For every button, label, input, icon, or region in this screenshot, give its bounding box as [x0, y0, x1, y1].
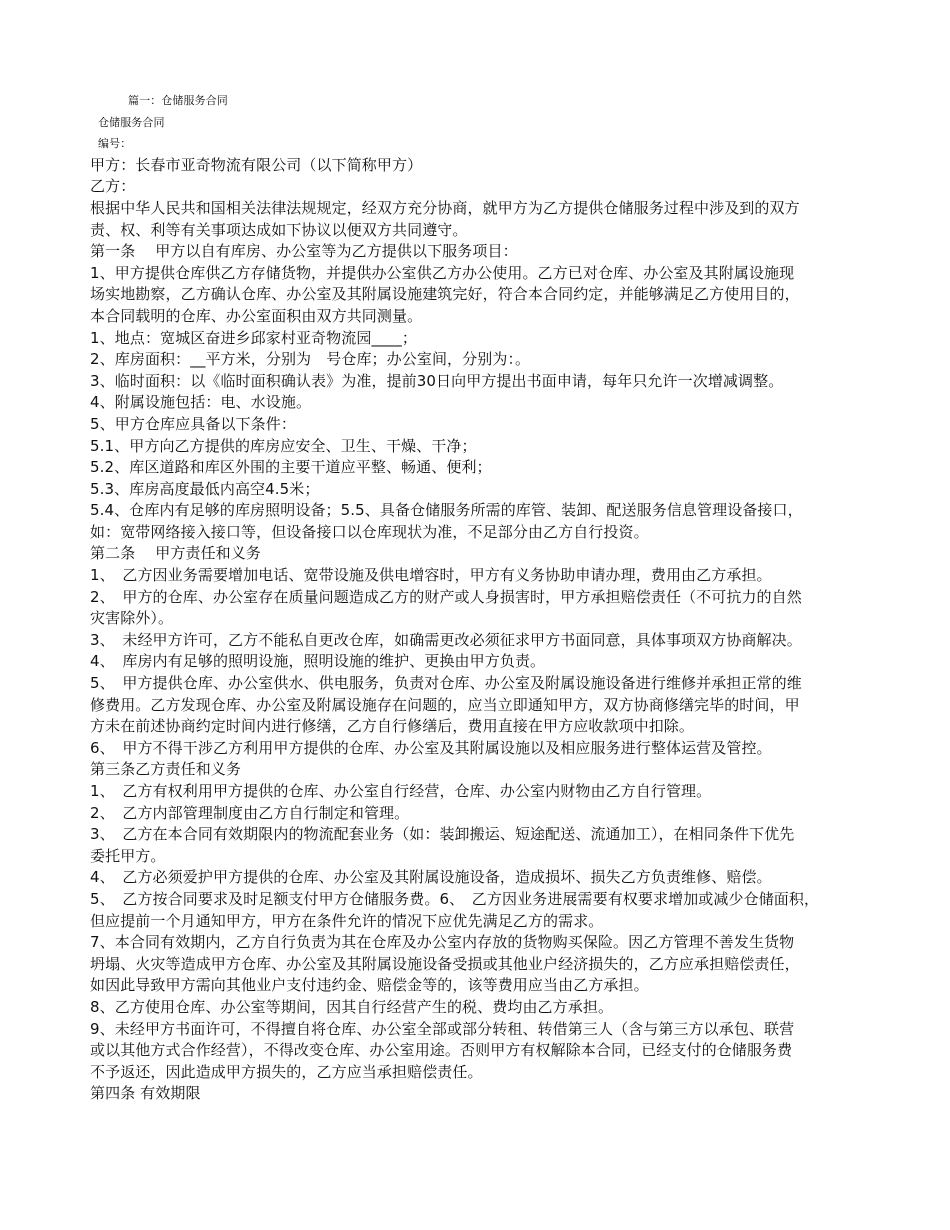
- text-line: 乙方：: [90, 177, 136, 196]
- text-line: 9、未经甲方书面许可，不得擅自将仓库、办公室全部或部分转租、转借第三人（含与第三方以承包、联营: [90, 1019, 795, 1038]
- text-line: 4、 乙方必须爱护甲方提供的仓库、办公室及其附属设施设备，造成损坏、损失乙方负责维修、赔偿。: [90, 868, 772, 887]
- text-line: 方未在前述协商约定时间内进行修缮，乙方自行修缮后，费用直接在甲方应收款项中扣除。: [90, 717, 695, 736]
- text-line: 委托甲方。: [90, 846, 166, 865]
- text-line: 2、 乙方内部管理制度由乙方自行制定和管理。: [90, 803, 410, 822]
- text-line: 第四条 有效期限: [90, 1084, 201, 1103]
- text-line: 5.2、库区道路和库区外围的主要干道应平整、畅通、便利；: [90, 458, 492, 477]
- text-line: 5.4、仓库内有足够的库房照明设备；5.5、具备仓储服务所需的库管、装卸、配送服务信息管理设备接口，: [90, 501, 803, 520]
- text-line: 灾害除外）。: [90, 609, 174, 628]
- text-line: 如：宽带网络接入接口等，但设备接口以仓库现状为准，不足部分由乙方自行投资。: [90, 522, 649, 541]
- text-line: 5.1、甲方向乙方提供的库房应安全、卫生、干燥、干净；: [90, 436, 477, 455]
- text-line: 第三条乙方责任和义务: [90, 760, 242, 779]
- text-line: 5、甲方仓库应具备以下条件：: [90, 414, 296, 433]
- contract-number-label: 编号：: [98, 137, 132, 151]
- contract-body: [90, 155, 870, 1105]
- text-line: 1、 乙方有权利用甲方提供的仓库、办公室自行经营，仓库、办公室内财物由乙方自行管理。: [90, 782, 712, 800]
- text-line: 7、本合同有效期内，乙方自行负责为其在仓库及办公室内存放的货物购买保险。因乙方管理不善发生货物: [90, 933, 795, 952]
- text-line: 或以其他方式合作经营），不得改变仓库、办公室用途。否则甲方有权解除本合同，已经支付的仓储服务费: [90, 1041, 793, 1060]
- text-line: 第一条 甲方以自有库房、办公室等为乙方提供以下服务项目：: [90, 242, 518, 261]
- text-line: 坍塌、火灾等造成甲方仓库、办公室及其附属设施设备受损或其他业户经济损失的，乙方应承担赔偿责任，: [90, 954, 800, 973]
- document-subheading: 仓储服务合同: [98, 115, 165, 129]
- contract-document: [90, 90, 870, 1105]
- text-line: 1、 乙方因业务需要增加电话、宽带设施及供电增容时，甲方有义务协助申请办理，费用由乙方承担。: [90, 566, 772, 585]
- text-line: 1、地点：宽城区奋进乡邱家村亚奇物流园____；: [90, 328, 417, 347]
- text-line: 但应提前一个月通知甲方，甲方在条件允许的情况下应优先满足乙方的需求。: [90, 911, 604, 930]
- text-line: 本合同载明的仓库、办公室面积由双方共同测量。: [90, 306, 423, 325]
- text-line: 如因此导致甲方需向其他业户支付违约金、赔偿金等的，该等费用应当由乙方承担。: [90, 976, 649, 995]
- text-line: 6、 甲方不得干涉乙方利用甲方提供的仓库、办公室及其附属设施以及相应服务进行整体运营及管控。: [90, 738, 772, 757]
- text-line: 场实地勘察，乙方确认仓库、办公室及其附属设施建筑完好，符合本合同约定，并能够满足乙方使用目的，: [90, 285, 800, 304]
- text-line: 3、 未经甲方许可，乙方不能私自更改仓库，如确需更改必须征求甲方书面同意，具体事项双方协商解决。: [90, 630, 802, 649]
- text-line: 责、权、利等有关事项达成如下协议以便双方共同遵守。: [90, 220, 468, 239]
- document-heading: 篇一：仓储服务合同: [128, 94, 228, 107]
- text-line: 1、甲方提供仓库供乙方存储货物，并提供办公室供乙方办公使用。乙方已对仓库、办公室及其附属设施现: [90, 263, 795, 282]
- text-line: 3、 乙方在本合同有效期限内的物流配套业务（如：装卸搬运、短途配送、流通加工），在相同条件下优先: [90, 825, 795, 844]
- text-line: 4、 库房内有足够的照明设施，照明设施的维护、更换由甲方负责。: [90, 652, 546, 671]
- text-line: 修费用。乙方发现仓库、办公室及附属设施存在问题的，应当立即通知甲方，双方协商修缮完毕的时间，甲: [90, 695, 800, 714]
- text-line: 根据中华人民共和国相关法律法规规定，经双方充分协商，就甲方为乙方提供仓储服务过程中涉及到的双方: [90, 198, 800, 217]
- text-line: 8、乙方使用仓库、办公室等期间，因其自行经营产生的税、费均由乙方承担。: [90, 997, 614, 1016]
- text-line: 2、 甲方的仓库、办公室存在质量问题造成乙方的财产或人身损害时，甲方承担赔偿责任（不可抗力的自然: [90, 587, 802, 606]
- text-line: 5、 甲方提供仓库、办公室供水、供电服务，负责对仓库、办公室及附属设施设备进行维修并承担正常的维: [90, 674, 802, 693]
- text-line: 3、临时面积：以《临时面积确认表》为准，提前30日向甲方提出书面申请，每年只允许一次增减调整。: [90, 371, 784, 390]
- text-line: 甲方：长春市亚奇物流有限公司（以下简称甲方）: [90, 155, 423, 174]
- text-line: 2、库房面积：__平方米，分别为 号仓库；办公室间，分别为：。: [90, 350, 531, 369]
- text-line: 5、 乙方按合同要求及时足额支付甲方仓储服务费。6、 乙方因业务进展需要有权要求增加或减少仓储面积，: [90, 889, 820, 908]
- text-line: 第二条 甲方责任和义务: [90, 544, 261, 563]
- text-line: 4、附属设施包括：电、水设施。: [90, 393, 312, 412]
- text-line: 5.3、库房高度最低内高空4.5米；: [90, 479, 320, 498]
- text-line: 不予返还，因此造成甲方损失的，乙方应当承担赔偿责任。: [90, 1062, 483, 1081]
